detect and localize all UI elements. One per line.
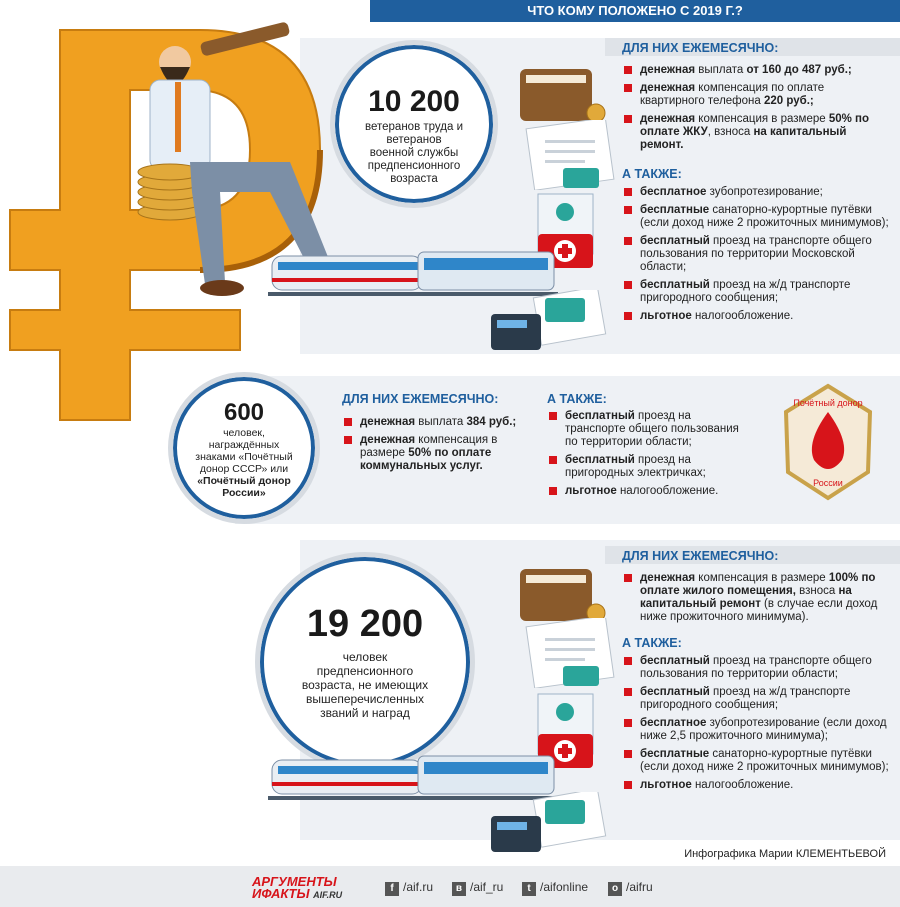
section2-also-list (547, 410, 747, 503)
section1-also-list (622, 186, 892, 328)
section2-monthly-list (342, 416, 532, 478)
payment-terminal-icon (487, 792, 607, 862)
section1-monthly-header: ДЛЯ НИХ ЕЖЕМЕСЯЧНО: (622, 41, 779, 55)
list-item: бесплатный проезд на ж/д транспорте пригородного сообщения; (622, 279, 892, 305)
section3-also-list (622, 655, 892, 797)
section3-monthly-header: ДЛЯ НИХ ЕЖЕМЕСЯЧНО: (622, 549, 779, 563)
odnoklassniki-icon: о (608, 882, 622, 896)
count-circle-3 (255, 552, 475, 772)
veterans-count: 10 200 (368, 85, 460, 118)
pre-pension-caption: человек предпенсионного возраста, не имеющих вышеперечисленных званий и наград (301, 650, 429, 720)
social-ok[interactable]: о /aifru (608, 880, 653, 896)
vk-icon: в (452, 882, 466, 896)
wallet-icon (518, 565, 608, 625)
page-title: ЧТО КОМУ ПОЛОЖЕНО С 2019 Г.? (370, 0, 900, 22)
list-item: бесплатные санаторно-курортные путёвки (если доход ниже 2 прожиточных минимумов); (622, 204, 892, 230)
twitter-icon: t (522, 882, 536, 896)
donors-count: 600 (223, 399, 265, 426)
list-item: бесплатный проезд на пригородных электричках; (547, 454, 747, 480)
list-item: денежная выплата от 160 до 487 руб.; (622, 64, 892, 77)
wallet-icon (518, 65, 608, 125)
list-item: денежная компенсация в размере 100% по оплате жилого помещения, взноса на капитальный ремонт (в случае если доход ниже прожиточного минимума). (622, 572, 892, 624)
facebook-icon: f (385, 882, 399, 896)
section1-monthly-list (622, 64, 892, 157)
section2-also-header: А ТАКЖЕ: (547, 392, 607, 406)
list-item: льготное налогообложение. (547, 485, 747, 498)
social-vk[interactable]: в /aif_ru (452, 880, 503, 896)
list-item: бесплатный проезд на транспорте общего пользования по территории области; (622, 655, 892, 681)
list-item: бесплатное зубопротезирование; (622, 186, 892, 199)
list-item: денежная компенсация в размере 50% по оплате коммунальных услуг. (342, 434, 532, 473)
count-circle-2 (168, 372, 320, 524)
list-item: льготное налогообложение. (622, 310, 892, 323)
svg-text:России: России (813, 478, 843, 488)
pre-pension-count: 19 200 (306, 603, 424, 645)
social-facebook[interactable]: f /aif.ru (385, 880, 433, 896)
count-circle-1 (330, 40, 498, 208)
section3-monthly-list (622, 572, 892, 629)
donors-caption: человек, награждённых знаками «Почётный донор СССР» или (195, 427, 293, 475)
section3-also-header: А ТАКЖЕ: (622, 636, 682, 650)
section1-also-header: А ТАКЖЕ: (622, 167, 682, 181)
list-item: денежная компенсация в размере 50% по оплате ЖКУ, взноса на капитальный ремонт. (622, 113, 892, 152)
list-item: бесплатный проезд на ж/д транспорте пригородного сообщения; (622, 686, 892, 712)
donors-caption-bold: «Почётный донор России» (197, 475, 291, 499)
list-item: бесплатное зубопротезирование (если доход ниже 2,5 прожиточного минимума); (622, 717, 892, 743)
payment-terminal-icon (487, 290, 607, 360)
veterans-caption: ветеранов труда и ветеранов военной службы предпенсионного возраста (365, 121, 463, 185)
social-twitter[interactable]: t /aifonline (522, 880, 588, 896)
svg-text:Почётный донор: Почётный донор (793, 398, 863, 408)
section2-monthly-header: ДЛЯ НИХ ЕЖЕМЕСЯЧНО: (342, 392, 499, 406)
honored-donor-badge-icon (780, 382, 876, 502)
list-item: бесплатный проезд на транспорте общего пользования по территории Московской области; (622, 235, 892, 274)
list-item: денежная выплата 384 руб.; (342, 416, 532, 429)
list-item: льготное налогообложение. (622, 779, 892, 792)
document-icon (525, 618, 615, 688)
document-icon (525, 120, 615, 190)
list-item: бесплатные санаторно-курортные путёвки (если доход ниже 2 прожиточных минимумов); (622, 748, 892, 774)
infographic-credit: Инфографика Марии КЛЕМЕНТЬЕВОЙ (684, 848, 886, 860)
footer (0, 866, 900, 907)
list-item: бесплатный проезд на транспорте общего пользования по территории области; (547, 410, 747, 449)
list-item: денежная компенсация по оплате квартирного телефона 220 руб.; (622, 82, 892, 108)
aif-logo[interactable]: АРГУМЕНТЫ ИФАКТЫ AIF.RU (252, 874, 343, 901)
